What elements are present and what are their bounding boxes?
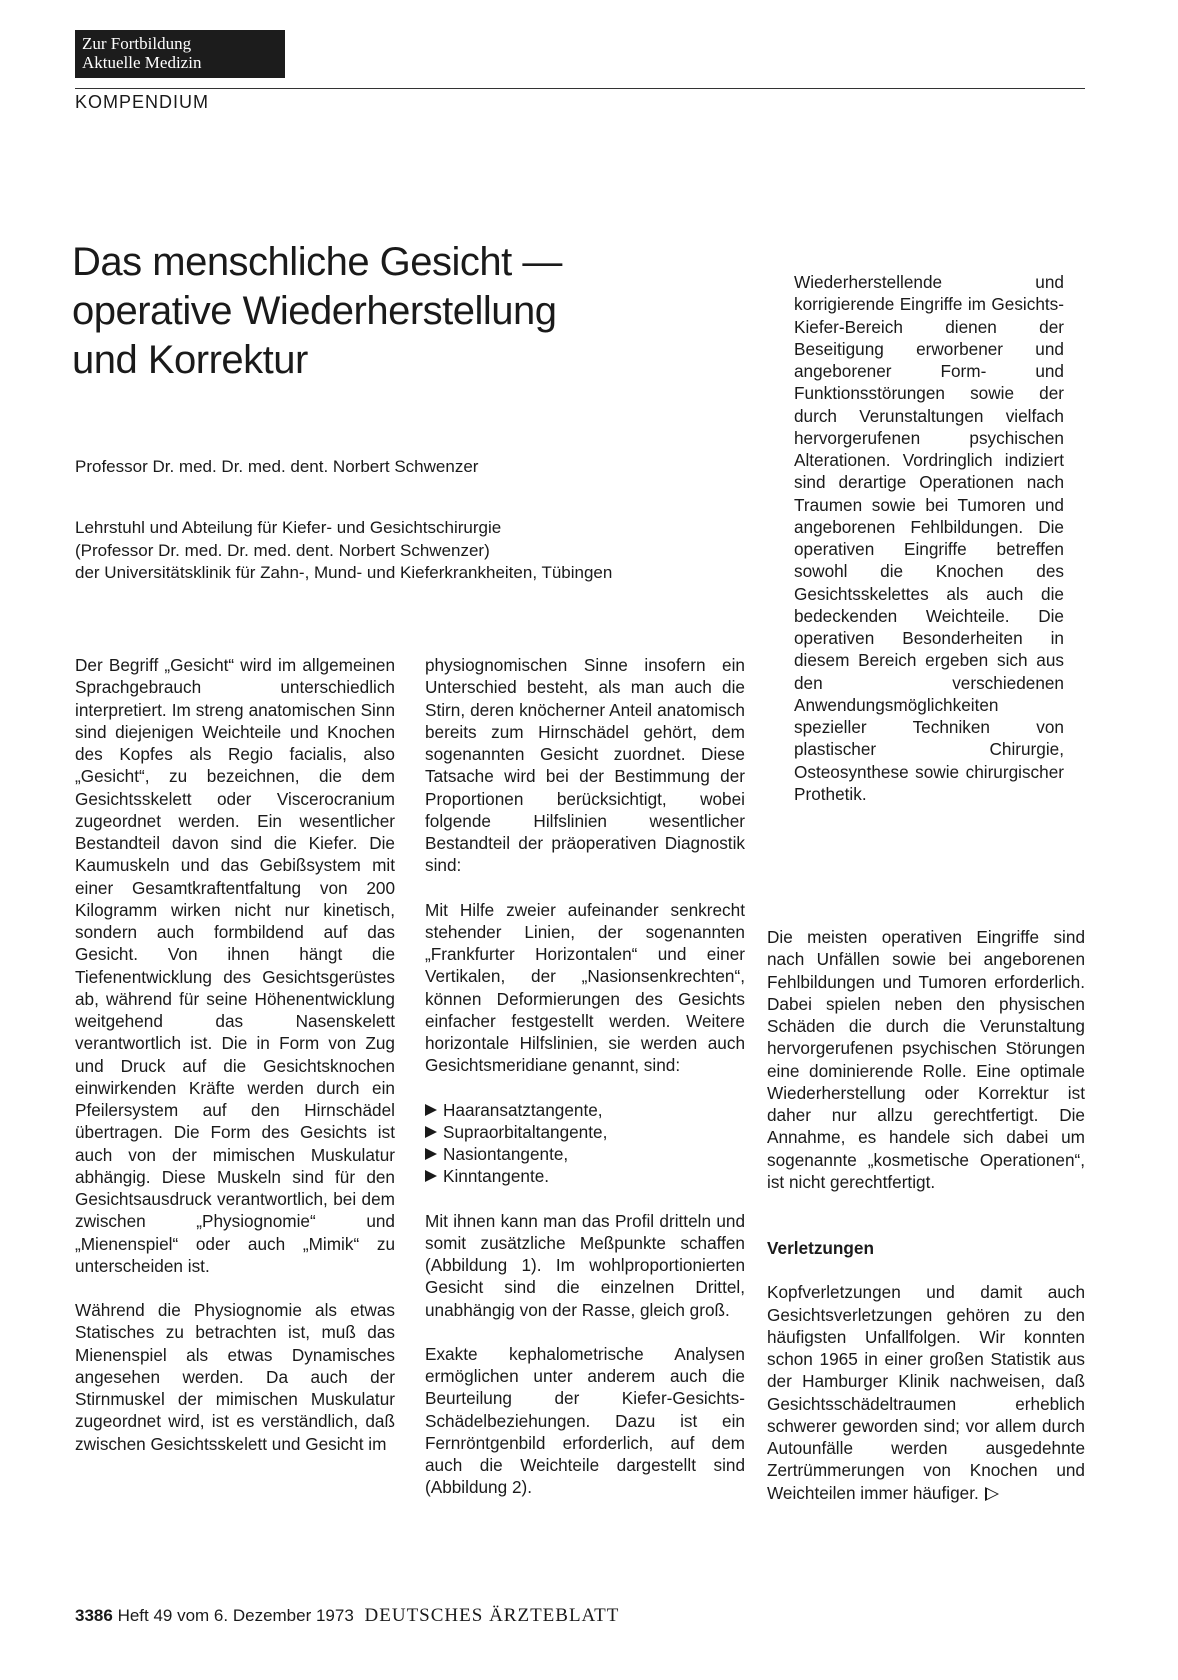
publication-name: DEUTSCHES ÄRZTEBLATT xyxy=(364,1605,620,1626)
meridian-list xyxy=(425,1099,745,1188)
body-column-1 xyxy=(75,654,395,1455)
continued-arrow-icon xyxy=(985,1487,999,1501)
page-footer xyxy=(75,1605,619,1627)
paragraph: Mit Hilfe zweier aufeinander senkrecht stehender Linien, der sogenannten „Frankfurter Horizontalen“ und einer Vertikalen, der „Nasionsenkrechten“, können Deformierungen des Gesichts einfacher festgestellt werden. Weitere horizontale Hilfslinien, sie werden auch Gesichtsmeridiane genannt, sind: xyxy=(425,899,745,1076)
triangle-bullet-icon xyxy=(425,1104,437,1116)
affiliation-line-3: der Universitätsklinik für Zahn-, Mund- und Kieferkrankheiten, Tübingen xyxy=(75,563,613,582)
paragraph: Mit ihnen kann man das Profil dritteln und somit zusätzliche Meßpunkte schaffen (Abbildung 1). Im wohlproportionierten Gesicht sind die einzelnen Drittel, unabhängig von der Rasse, gleich groß. xyxy=(425,1210,745,1320)
triangle-bullet-icon xyxy=(425,1126,437,1138)
paragraph: Während die Physiognomie als etwas Statisches zu betrachten ist, muß das Mienenspiel als etwas Dynamisches angesehen werden. Da auch der Stirnmuskel der mimischen Muskulatur zugeordnet wird, ist es verständlich, daß zwischen Gesichtsskelett und Gesicht im xyxy=(75,1300,395,1454)
journal-section-tag xyxy=(75,30,285,78)
affiliation-line-2: (Professor Dr. med. Dr. med. dent. Norbert Schwenzer) xyxy=(75,540,490,560)
paragraph: physiognomischen Sinne insofern ein Unterschied besteht, als man auch die Stirn, deren knöcherner Anteil anatomisch bereits zum Hirnschädel gehört, dem sogenannten Gesicht zuordnet. Diese Tatsache wird bei der Bestimmung der Proportionen berücksichtigt, wobei folgende Hilfslinien wesentlicher Bestandteil der präoperativen Diagnostik sind: xyxy=(425,655,745,876)
list-item: Kinntangente. xyxy=(425,1165,745,1187)
list-item: Haaransatztangente, xyxy=(425,1099,745,1121)
body-column-3 xyxy=(767,926,1085,1504)
paragraph: Kopfverletzungen und damit auch Gesichtsverletzungen gehören zu den häufigsten Unfallfolgen. Wir konnten schon 1965 in einer großen Statistik aus der Hamburger Klinik nachweisen, daß Gesichtsschädeltraumen erheblich schwerer geworden sind; vor allem durch Autounfälle werden ausgedehnte Zertrümmerungen von Knochen und Weichteilen immer häufiger. xyxy=(767,1282,1085,1503)
title-line-3: und Korrektur xyxy=(72,338,308,382)
header-rule xyxy=(75,88,1085,89)
section-heading: Verletzungen xyxy=(767,1238,874,1258)
issue-info: Heft 49 vom 6. Dezember 1973 xyxy=(117,1606,354,1625)
author-line: Professor Dr. med. Dr. med. dent. Norbert Schwenzer xyxy=(75,457,479,476)
paragraph: Exakte kephalometrische Analysen ermöglichen unter anderem auch die Beurteilung der Kiefer-Gesichts-Schädelbeziehungen. Dazu ist ein Fernröntgenbild erforderlich, auf dem auch die Weichteile dargestellt sind (Abbildung 2). xyxy=(425,1343,745,1498)
abstract-text: Wiederherstellende und korrigierende Eingriffe im Gesichts-Kiefer-Bereich dienen der Beseitigung erworbener und angeborener Form- und Funktionsstörungen sowie der durch Verunstaltungen vielfach hervorgerufenen psychischen Alterationen. Vordringlich indiziert sind derartige Operationen nach Traumen sowie bei Tumoren und angeborenen Fehlbildungen. Die operativen Eingriffe betreffen sowohl die Knochen des Gesichtsskelettes als auch die bedeckenden Weichteile. Die operativen Besonderheiten in diesem Bereich ergeben sich aus den verschiedenen Anwendungsmöglichkeiten spezieller Techniken von plastischer Chirurgie, Osteosynthese sowie chirurgischer Prothetik. xyxy=(794,272,1064,804)
paragraph: Die meisten operativen Eingriffe sind nach Unfällen sowie bei angeborenen Fehlbildungen und Tumoren erforderlich. Dabei spielen neben den physischen Schäden die durch die Verunstaltung hervorgerufenen psychischen Störungen eine dominierende Rolle. Eine optimale Wiederherstellung oder Korrektur ist daher nur allzu gerechtfertigt. Die Annahme, es handele sich dabei um sogenannte „kosmetische Operationen“, ist nicht gerechtfertigt. xyxy=(767,927,1085,1192)
title-line-2: operative Wiederherstellung xyxy=(72,289,557,333)
affiliation xyxy=(75,517,612,585)
paragraph: Der Begriff „Gesicht“ wird im allgemeinen Sprachgebrauch unterschiedlich interpretiert. Im streng anatomischen Sinn sind diejenigen Weichteile und Knochen des Kopfes als Regio facialis, also „Gesicht“, zu bezeichnen, die dem Gesichtsskelett oder Viscerocranium zugeordnet werden. Ein wesentlicher Bestandteil davon sind die Kiefer. Die Kaumuskeln und das Gebißsystem mit einer Gesamtkraftentfaltung von 200 Kilogramm wirken nicht nur kinetisch, sondern auch formbildend auf das Gesicht. Von ihnen hängt die Tiefenentwicklung des Gesichtsgerüstes ab, während für seine Höhenentwicklung weitgehend das Nasenskelett verantwortlich ist. Die in Form von Zug und Druck auf die Gesichtsknochen einwirkenden Kräfte werden durch ein Pfeilersystem auf den Hirnschädel übertragen. Die Form des Gesichts ist auch von der mimischen Muskulatur abhängig. Diese Muskeln sind für den Gesichtsausdruck verantwortlich, bei dem zwischen „Physiognomie“ und „Mienenspiel“ oder auch „Mimik“ zu unterscheiden ist. xyxy=(75,655,395,1276)
page-number: 3386 xyxy=(75,1606,113,1625)
triangle-bullet-icon xyxy=(425,1148,437,1160)
section-label: KOMPENDIUM xyxy=(75,92,210,112)
body-column-2 xyxy=(425,654,745,1499)
title-line-1: Das menschliche Gesicht — xyxy=(72,240,562,284)
tag-line-2: Aktuelle Medizin xyxy=(82,53,202,72)
affiliation-line-1: Lehrstuhl und Abteilung für Kiefer- und Gesichtschirurgie xyxy=(75,518,502,537)
list-item: Nasiontangente, xyxy=(425,1143,745,1165)
tag-line-1: Zur Fortbildung xyxy=(82,34,192,53)
article-title xyxy=(72,238,722,385)
triangle-bullet-icon xyxy=(425,1170,437,1182)
list-item: Supraorbitaltangente, xyxy=(425,1121,745,1143)
abstract xyxy=(794,271,1064,805)
